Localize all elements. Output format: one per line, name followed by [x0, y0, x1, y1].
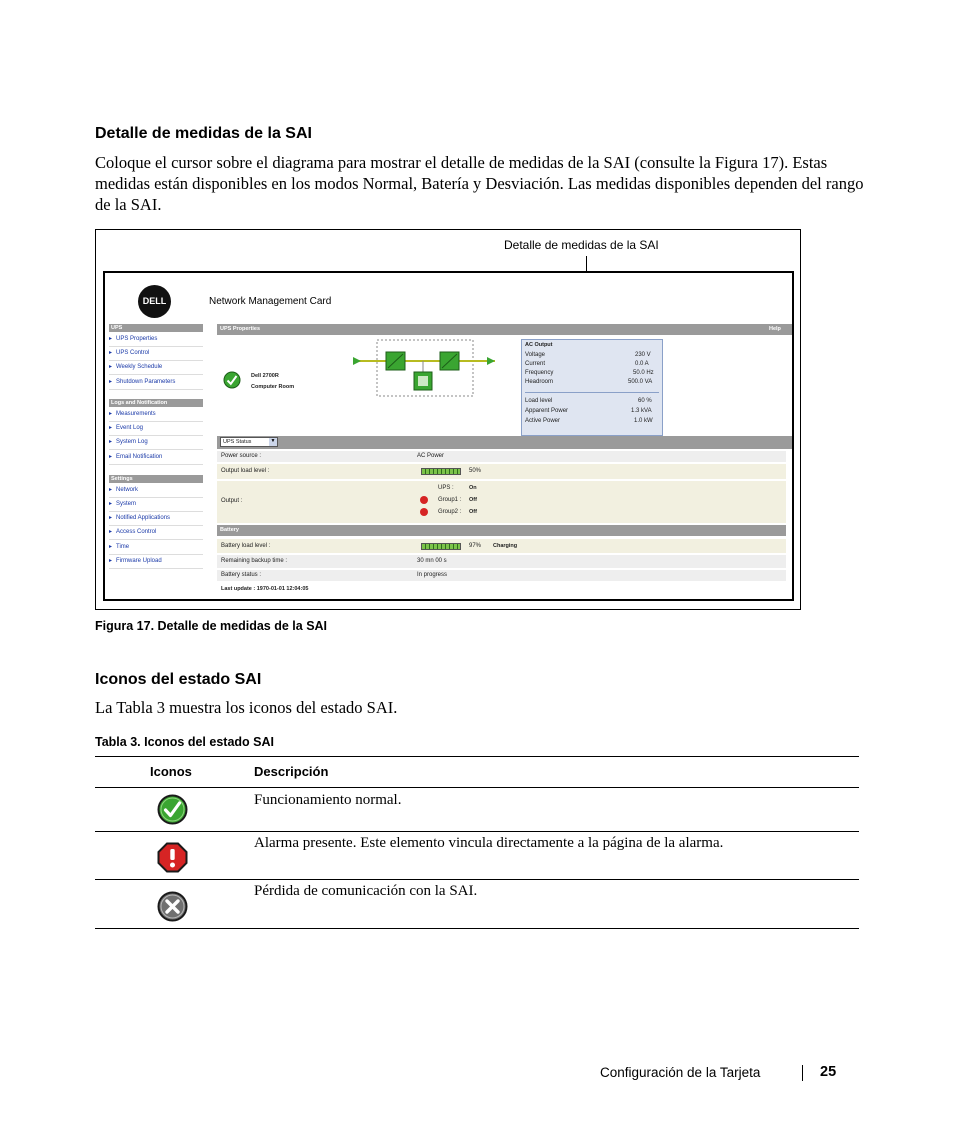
nav-firmware-upload[interactable]: ▸ Firmware Upload	[109, 555, 203, 569]
app-title: Network Management Card	[209, 296, 332, 307]
tooltip-value: 50.0 Hz	[633, 370, 654, 376]
nav-heading-settings: Settings	[109, 475, 203, 483]
nav-measurements[interactable]: ▸ Measurements	[109, 408, 203, 422]
tooltip-label: Frequency	[525, 370, 554, 376]
table-row-rule	[95, 831, 859, 832]
row-label: Output :	[221, 498, 243, 504]
nav-heading-logs: Logs and Notification	[109, 399, 203, 407]
table-header-rule	[95, 787, 859, 788]
section-paragraph: Coloque el cursor sobre el diagrama para mostrar el detalle de medidas de la SAI (consulte la Figura 17). Estas medidas están disponibles en los modos Normal, Batería y Desviación. Las medidas disponibles dependen del rango de la SAI.	[95, 153, 864, 214]
device-location: Computer Room	[251, 384, 295, 390]
footer-separator	[802, 1065, 803, 1081]
row-label: Battery status :	[221, 572, 262, 578]
nav-access-control[interactable]: ▸ Access Control	[109, 526, 203, 540]
chevron-down-icon: ▼	[270, 439, 276, 444]
outlet-label: UPS :	[438, 485, 454, 491]
table-cell-description: Pérdida de comunicación con la SAI.	[254, 883, 478, 899]
battery-row	[217, 539, 786, 554]
help-link[interactable]: Help	[769, 326, 781, 332]
page-number: 25	[820, 1064, 837, 1080]
ok-status-icon	[223, 371, 241, 389]
nav-network[interactable]: ▸ Network	[109, 484, 203, 498]
battery-charging-state: Charging	[493, 543, 518, 549]
footer-chapter-title: Configuración de la Tarjeta	[600, 1065, 761, 1080]
status-row	[217, 481, 786, 524]
nav-event-log[interactable]: ▸ Event Log	[109, 422, 203, 436]
row-label: Battery load level :	[221, 543, 271, 549]
table-header-description: Descripción	[254, 764, 329, 779]
device-name: Dell 2700R	[251, 373, 279, 379]
nav-weekly-schedule[interactable]: ▸ Weekly Schedule	[109, 361, 203, 375]
row-value: AC Power	[417, 453, 445, 459]
tooltip-label: Voltage	[525, 352, 546, 358]
tooltip-label: Load level	[525, 398, 553, 404]
nav-shutdown-parameters[interactable]: ▸ Shutdown Parameters	[109, 376, 203, 390]
status-select-band	[217, 436, 792, 449]
row-label: Output load level :	[221, 468, 270, 474]
nav-ups-control[interactable]: ▸ UPS Control	[109, 347, 203, 361]
nav-ups-properties[interactable]: ▸ UPS Properties	[109, 333, 203, 347]
nav-system[interactable]: ▸ System	[109, 498, 203, 512]
tooltip-value: 0.0 A	[635, 361, 649, 367]
table-top-rule	[95, 756, 859, 757]
tooltip-label: Current	[525, 361, 546, 367]
tooltip-value: 1.0 kW	[634, 418, 653, 424]
row-value: In progress	[417, 572, 448, 578]
table-row-rule	[95, 879, 859, 880]
tooltip-value: 230 V	[635, 352, 651, 358]
outlet-label: Group2 :	[438, 509, 462, 515]
tooltip-value: 60 %	[638, 398, 652, 404]
section-heading: Detalle de medidas de la SAI	[95, 125, 312, 142]
tooltip-label: Apparent Power	[525, 408, 569, 414]
table-caption: Tabla 3. Iconos del estado SAI	[95, 735, 274, 749]
ups-properties-header: UPS Properties	[217, 324, 792, 335]
table-header-icons: Iconos	[150, 764, 192, 779]
green-check-icon	[157, 794, 188, 825]
section-heading: Iconos del estado SAI	[95, 671, 262, 688]
outlet-state: Off	[469, 509, 477, 515]
dell-logo-text: DELL	[142, 296, 167, 306]
outlet-off-icon	[420, 496, 428, 504]
gray-x-icon	[157, 891, 188, 922]
outlet-off-icon	[420, 508, 428, 516]
last-update: Last update : 1970-01-01 12:04:05	[221, 586, 309, 592]
outlet-state: Off	[469, 497, 477, 503]
nmc-screenshot	[103, 271, 794, 601]
section-paragraph: La Tabla 3 muestra los iconos del estado SAI.	[95, 698, 398, 717]
battery-row	[217, 570, 786, 582]
tooltip-title: AC Output	[525, 342, 553, 348]
output-load-meter	[421, 468, 461, 475]
nav-heading-ups: UPS	[109, 324, 203, 332]
figure-caption: Figura 17. Detalle de medidas de la SAI	[95, 619, 328, 633]
red-alarm-icon	[157, 842, 188, 873]
nav-email-notification[interactable]: ▸ Email Notification	[109, 451, 203, 465]
battery-load-meter	[421, 543, 461, 550]
tooltip-value: 1.3 kVA	[631, 408, 652, 414]
ups-synoptic-diagram[interactable]	[351, 339, 497, 399]
row-value: 97%	[469, 543, 482, 549]
battery-header: Battery	[217, 525, 786, 536]
table-cell-description: Funcionamiento normal.	[254, 792, 402, 808]
status-view-select[interactable]	[220, 437, 278, 447]
figure-callout-label: Detalle de medidas de la SAI	[504, 238, 659, 252]
tooltip-label: Headroom	[525, 379, 554, 385]
nav-system-log[interactable]: ▸ System Log	[109, 436, 203, 450]
nav-time[interactable]: ▸ Time	[109, 541, 203, 555]
tooltip-divider	[525, 392, 659, 393]
row-value: 30 mn 00 s	[417, 558, 447, 564]
row-label: Remaining backup time :	[221, 558, 288, 564]
row-value: 50%	[469, 468, 482, 474]
table-cell-description: Alarma presente. Este elemento vincula directamente a la página de la alarma.	[254, 835, 724, 851]
table-bottom-rule	[95, 928, 859, 929]
status-row	[217, 451, 786, 463]
status-row	[217, 464, 786, 480]
row-label: Power source :	[221, 453, 262, 459]
tooltip-label: Active Power	[525, 418, 561, 424]
nav-notified-applications[interactable]: ▸ Notified Applications	[109, 512, 203, 526]
status-view-select-value: UPS Status	[223, 439, 252, 445]
battery-row	[217, 555, 786, 569]
outlet-label: Group1 :	[438, 497, 462, 503]
outlet-state: On	[469, 485, 477, 491]
tooltip-value: 500.0 VA	[628, 379, 653, 385]
